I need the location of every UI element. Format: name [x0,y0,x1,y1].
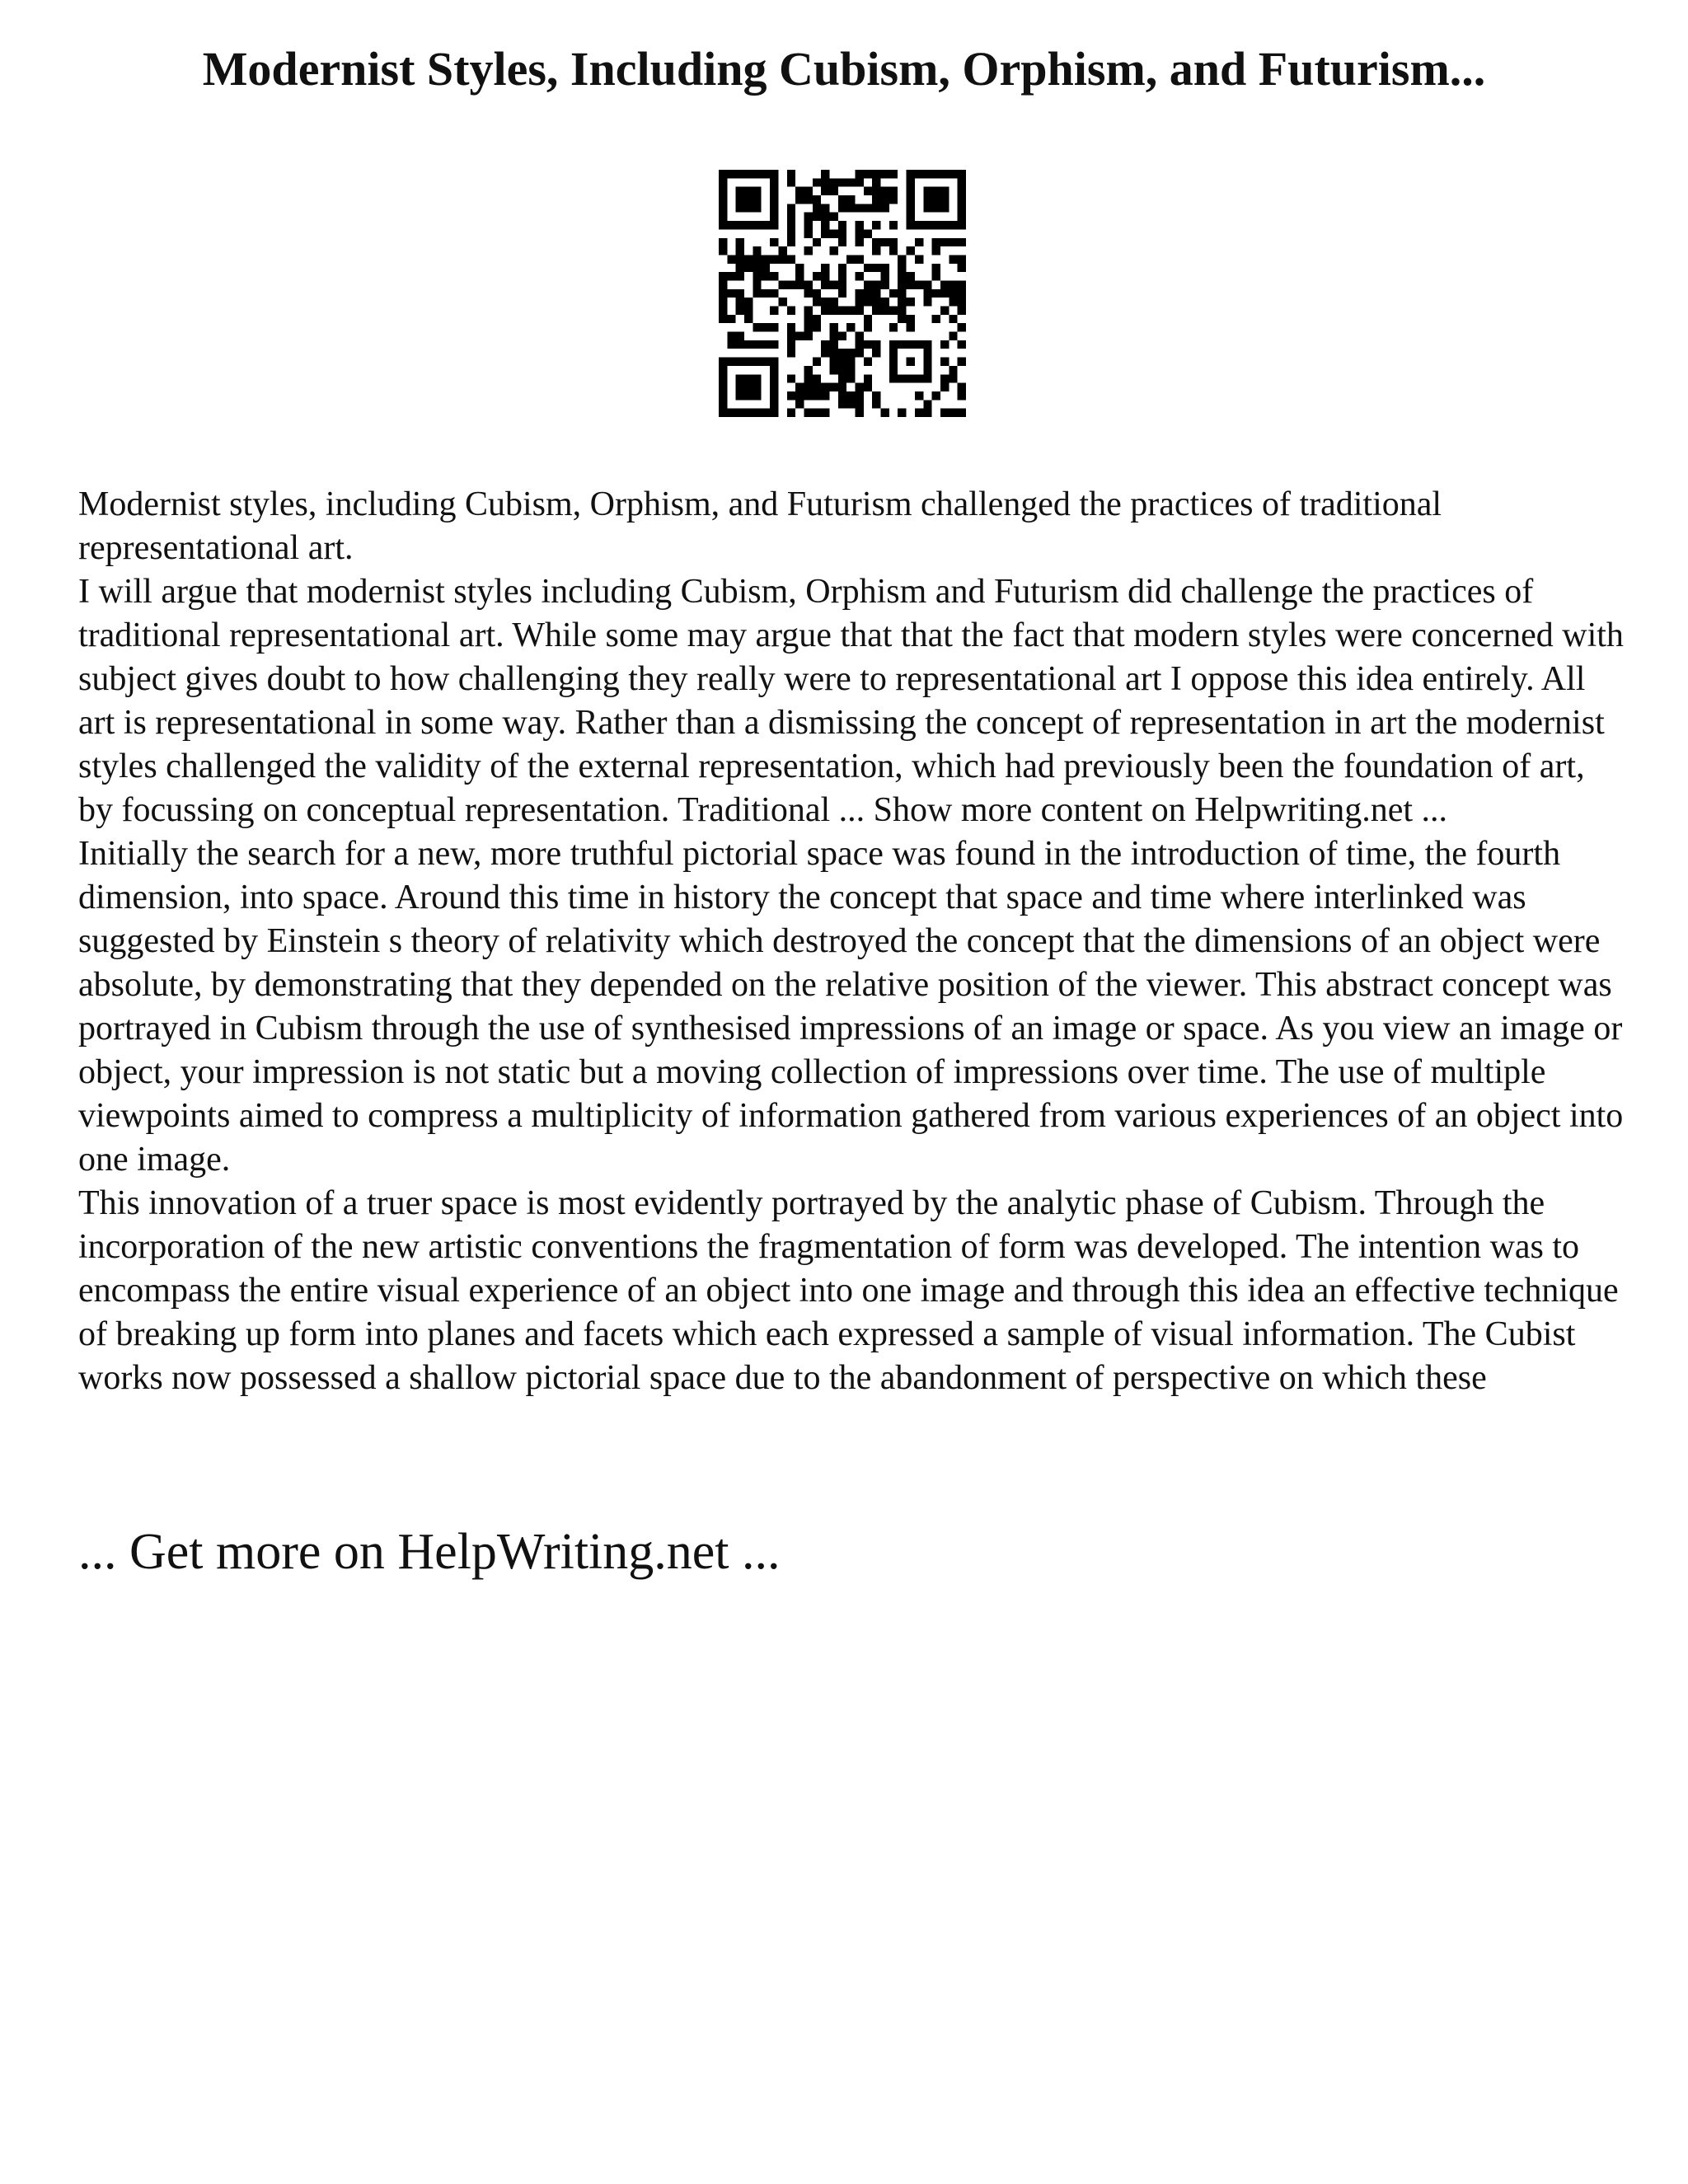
qr-code-icon[interactable] [719,170,966,417]
paragraph: I will argue that modernist styles including Cubism, Orphism and Futurism did challenge the practices of traditional representational art. While some may argue that that the fact that modern styles were concerned with subject gives doubt to how challenging they really were to representational art I oppose this idea entirely. All art is representational in some way. Rather than a dismissing the concept of representation in art the modernist styles challenged the validity of the external representation, which had previously been the foundation of art, by focussing on conceptual representation. Traditional ... Show more content on Helpwriting.net ... [78,573,1624,829]
paragraph: Initially the search for a new, more truthful pictorial space was found in the introduction of time, the fourth dimension, into space. Around this time in history the concept that space and time where interlinked was suggested by Einstein s theory of relativity which destroyed the concept that the dimensions of an object were absolute, by demonstrating that they depended on the relative position of the viewer. This abstract concept was portrayed in Cubism through the use of synthesised impressions of an image or space. As you view an image or object, your impression is not static but a moving collection of impressions over time. The use of multiple viewpoints aimed to compress a multiplicity of information gathered from various experiences of an object into one image. [78,835,1624,1179]
document-title: Modernist Styles, Including Cubism, Orphism, and Futurism... [202,42,1486,96]
paragraph: This innovation of a truer space is most evidently portrayed by the analytic phase of Cubism. Through the incorporation of the new artistic conventions the fragmentation of form was developed. The intention was to encompass the entire visual experience of an object into one image and through this idea an effective technique of breaking up form into planes and facets which each expressed a sample of visual information. The Cubist works now possessed a shallow pictorial space due to the abandonment of perspective on which these [78,1184,1619,1397]
get-more-link[interactable]: ... Get more on HelpWriting.net ... [78,1524,781,1580]
paragraph: Modernist styles, including Cubism, Orphism, and Futurism challenged the practices of traditional representational art. [78,485,1442,567]
article-body [78,483,1628,1400]
